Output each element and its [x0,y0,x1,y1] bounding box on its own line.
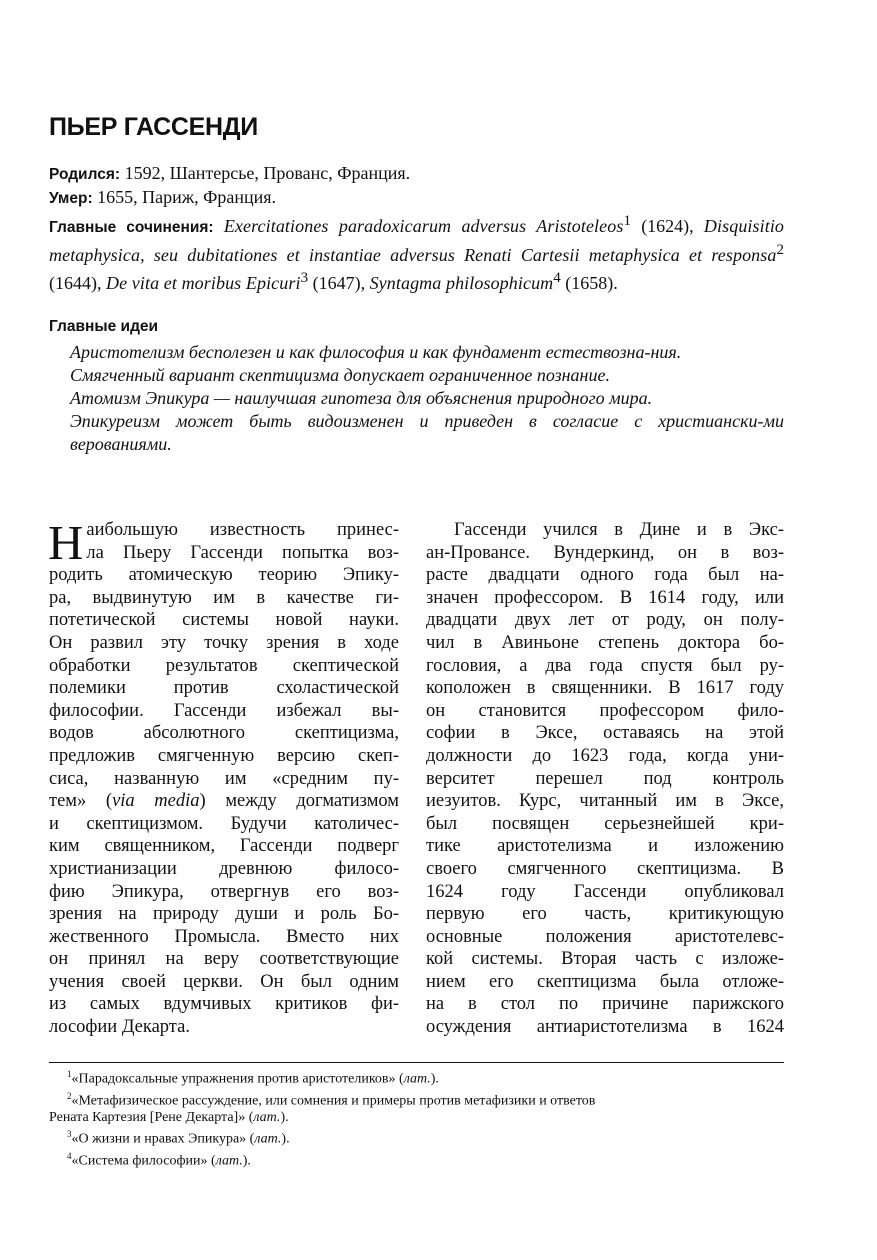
text-line: ан-Провансе. Вундеркинд, он в воз- [426,542,784,563]
idea-item: Смягченный вариант скептицизма допускает ограниченное познание. [70,365,610,385]
text-line: лософии Декарта. [49,1017,190,1038]
biography-block [49,162,784,295]
footnotes [49,1066,784,1170]
text-line: на в стол по причине парижского [426,994,784,1015]
text-line: первую его часть, критикующую [426,904,784,925]
text-line: фию Эпикура, отвергнув его воз- [49,881,399,902]
work-year: (1658). [565,273,618,293]
text-line: своего смягченного скептицизма. В [426,858,784,879]
work-year: (1624), [641,216,694,236]
main-ideas-list [70,341,784,456]
died-label: Умер [49,190,88,207]
text-line: он становится профессором фило- [426,700,784,721]
work-title: Disquisitio metaphysica, seu dubitationes et instantiae adversus Renati Cartesii metaphysica et responsa [49,216,785,265]
text-line: чил в Авиньоне степень доктора бо- [426,632,784,653]
text-line: Гассенди учился в Дине и в Экс- [454,520,784,540]
text-line: из самых вдумчивых критиков фи- [49,994,399,1015]
work-year: (1647), [312,273,366,293]
idea-item: Эпикуреизм может быть видоизменен и приведен в согласие с христиански-ми верованиями. [70,411,784,454]
footnote-ref: 1 [623,213,631,229]
footnote-ref: 3 [300,270,309,286]
text-line: аибольшую известность принес- [86,520,399,540]
text-line: был посвящен серьезнейшей кри- [426,813,784,834]
idea-item: Аристотелизм бесполезен и как философия и как фундамент естествозна-ния. [70,342,682,362]
text-line: он принял на веру соответствующие [49,949,399,970]
text-line: сиса, названную им «средним пу- [49,768,399,789]
born-value: 1592, Шантерсье, Прованс, Франция. [124,163,411,183]
footnote-continuation: Рената Картезия [Рене Декарта]» (лат.). [49,1110,289,1126]
left-text-column [48,515,400,1039]
died-line: Умер: 1655, Париж, Франция. [49,187,277,207]
footnote-ref: 2 [776,242,784,258]
text-line: верситет перешел под контроль [426,768,784,789]
footnote-divider [49,1062,784,1063]
text-line: двадцати двух лет от роду, он полу- [426,610,784,631]
page-title: ПЬЕР ГАССЕНДИ [49,113,258,141]
text-line: осуждения антиаристотелизма в 1624 [426,1017,784,1038]
text-line: должности до 1623 года, когда уни- [426,745,784,766]
drop-cap: Н [48,515,84,570]
footnote: $^1$«Парадоксальные упражнения против аристотеликов» (лат.). [67,1069,439,1087]
text-line: полемики против схоластической [49,678,399,699]
text-line: зрения на природу души и роль Бо- [49,904,399,925]
text-line: иезуитов. Курс, читанный им в Эксе, [426,791,784,812]
born-line: Родился: 1592, Шантерсье, Прованс, Франция. [49,163,411,183]
text-line: учения своей церкви. Он был одним [49,971,399,992]
footnote: $^4$«Система философии» (лат.). [67,1150,251,1169]
work-title: De vita et moribus Epicuri [106,273,301,293]
works-line: Главные сочинения: Exercitationes paradoxicarum adversus Aristoteleos$^1$ (1624), Disquisitio metaphysica, seu dubitationes et instantiae adversus Renati Cartesii metaphysica et responsa$^2$ (1644), De vita et moribus Epicuri$^3$ (1647), Syntagma philosophicum$^4$ (1658). [49,213,785,293]
text-line: гословия, а два года спустя был ру- [426,655,784,676]
text-line: ра, выдвинутую им в качестве ги- [49,587,399,608]
text-line: нием его скептицизма была отложе- [426,971,784,992]
text-line: христианизации древнюю филосо- [49,858,399,879]
born-label: Родился [49,166,115,183]
text-line: потетической системы новой науки. [49,610,399,631]
text-line: софии в Эксе, оставаясь на этой [426,723,784,744]
latin-term: via media [112,791,200,812]
text-line: расте двадцати одного года был на- [426,565,784,586]
text-line: Он развил эту точку зрения в ходе [49,632,399,653]
text-line: тем» (via media) между догматизмом [49,791,400,812]
work-title: Syntagma philosophicum [369,273,554,293]
text-line: значен профессором. В 1614 году, или [426,587,784,608]
work-year: (1644), [49,273,102,293]
text-line: ким священником, Гассенди подверг [49,836,399,857]
text-line: тике аристотелизма и изложению [426,836,784,857]
text-line: жественного Промысла. Вместо них [49,926,399,947]
work-title: Exercitationes paradoxicarum adversus Aristoteleos [223,216,624,236]
footnote-ref: 4 [553,270,561,286]
idea-item: Атомизм Эпикура — наилучшая гипотеза для объяснения природного мира. [70,388,653,408]
text-line: родить атомическую теорию Эпику- [49,565,399,586]
main-ideas-heading: Главные идеи [49,318,159,335]
text-line: обработки результатов скептической [49,655,399,676]
text-line: водов абсолютного скептицизма, [49,723,399,744]
text-line: предложив смягченную версию скеп- [49,745,399,766]
footnote: $^3$«О жизни и нравах Эпикура» (лат.). [67,1129,290,1147]
text-line: основные положения аристотелевс- [426,926,784,947]
text-line: ла Пьеру Гассенди попытка воз- [86,542,399,563]
footnote: $^2$«Метафизическое рассуждение, или сомнения и примеры против метафизики и ответов [67,1090,596,1109]
text-line: 1624 году Гассенди опубликовал [426,881,784,902]
text-line: коположен в священники. В 1617 году [426,678,784,699]
right-text-column [426,519,784,1039]
text-line: философии. Гассенди избежал вы- [49,700,399,721]
died-value: 1655, Париж, Франция. [97,187,277,207]
text-line: кой системы. Вторая часть с изложе- [426,949,784,970]
works-label: Главные сочинения [49,219,209,236]
text-line: и скептицизмом. Будучи католичес- [49,813,399,834]
